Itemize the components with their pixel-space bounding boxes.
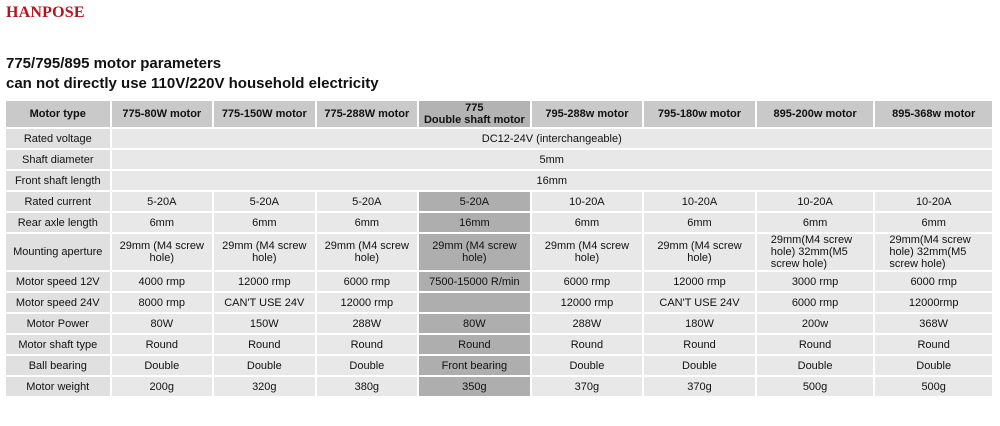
table-cell: 12000 rmp [317, 293, 418, 312]
header-label: Motor type [6, 101, 110, 127]
table-row [6, 234, 992, 270]
table-cell: 3000 rmp [757, 272, 874, 291]
header-cell: 895-368w motor [875, 101, 992, 127]
table-cell: Round [875, 335, 992, 354]
row-label: Motor speed 24V [6, 293, 110, 312]
row-label: Motor Power [6, 314, 110, 333]
table-cell: 288W [532, 314, 643, 333]
table-cell: 12000rmp [875, 293, 992, 312]
header-cell: 775-288W motor [317, 101, 418, 127]
table-cell: 29mm (M4 screw hole) [317, 234, 418, 270]
table-row [6, 314, 992, 333]
table-cell: Round [757, 335, 874, 354]
table-cell: 6mm [532, 213, 643, 232]
table-row-spanning [6, 129, 992, 148]
table-cell: Double [644, 356, 755, 375]
brand-logo-text: HANPOSE [6, 4, 85, 21]
table-row [6, 293, 992, 312]
table-cell: 12000 rmp [214, 272, 315, 291]
table-cell: 5-20A [214, 192, 315, 211]
table-cell: 5-20A [317, 192, 418, 211]
row-label: Rated current [6, 192, 110, 211]
row-label: Mounting aperture [6, 234, 110, 270]
table-cell: 6000 rmp [317, 272, 418, 291]
table-cell: 370g [532, 377, 643, 396]
table-cell: 12000 rmp [644, 272, 755, 291]
row-label: Rated voltage [6, 129, 110, 148]
table-cell: 12000 rmp [532, 293, 643, 312]
table-cell: 6000 rmp [757, 293, 874, 312]
table-cell: 6000 rmp [532, 272, 643, 291]
table-cell: 29mm (M4 screw hole) [214, 234, 315, 270]
table-cell: 29mm (M4 screw hole) [112, 234, 213, 270]
table-cell: 5-20A [112, 192, 213, 211]
table-cell: 29mm (M4 screw hole) [532, 234, 643, 270]
table-cell: Round [532, 335, 643, 354]
header-cell: 775-80W motor [112, 101, 213, 127]
row-label: Motor shaft type [6, 335, 110, 354]
table-cell: Front bearing [419, 356, 530, 375]
header-line: 775 [465, 102, 484, 114]
table-row [6, 213, 992, 232]
table-cell: 29mm (M4 screw hole) [644, 234, 755, 270]
table-cell: Round [112, 335, 213, 354]
table-cell: 8000 rmp [112, 293, 213, 312]
table-row-spanning [6, 171, 992, 190]
table-cell: 288W [317, 314, 418, 333]
table-cell: 6mm [317, 213, 418, 232]
table-cell: Round [644, 335, 755, 354]
table-cell: CAN'T USE 24V [644, 293, 755, 312]
table-cell [419, 293, 530, 312]
heading-line-1: 775/795/895 motor parameters [6, 55, 222, 72]
header-cell: 795-288w motor [532, 101, 643, 127]
table-cell: 4000 rmp [112, 272, 213, 291]
table-cell: Double [875, 356, 992, 375]
table-cell: 370g [644, 377, 755, 396]
heading-line-2: can not directly use 110V/220V household electricity [6, 75, 379, 92]
row-label: Motor weight [6, 377, 110, 396]
table-cell: 29mm(M4 screw hole) 32mm(M5 screw hole) [757, 234, 874, 270]
table-cell: 10-20A [875, 192, 992, 211]
row-label: Shaft diameter [6, 150, 110, 169]
table-cell: 10-20A [644, 192, 755, 211]
row-label: Front shaft length [6, 171, 110, 190]
motor-spec-table [4, 99, 994, 398]
table-row [6, 335, 992, 354]
table-row [6, 356, 992, 375]
table-cell: 350g [419, 377, 530, 396]
table-cell: Double [532, 356, 643, 375]
table-cell: 6mm [875, 213, 992, 232]
header-cell: 795-180w motor [644, 101, 755, 127]
spanning-value: DC12-24V (interchangeable) [112, 129, 992, 148]
table-cell: 10-20A [532, 192, 643, 211]
table-cell: 200g [112, 377, 213, 396]
table-row-spanning [6, 150, 992, 169]
table-cell: Round [214, 335, 315, 354]
row-label: Motor speed 12V [6, 272, 110, 291]
header-cell-double-shaft [419, 101, 530, 127]
page-heading [6, 54, 379, 94]
table-cell: 6mm [112, 213, 213, 232]
table-row [6, 377, 992, 396]
table-cell: 6mm [644, 213, 755, 232]
table-cell: 80W [112, 314, 213, 333]
row-label: Ball bearing [6, 356, 110, 375]
table-cell: Double [757, 356, 874, 375]
table-cell: 16mm [419, 213, 530, 232]
header-cell: 775-150W motor [214, 101, 315, 127]
spanning-value: 5mm [112, 150, 992, 169]
table-cell: 500g [875, 377, 992, 396]
table-cell: 200w [757, 314, 874, 333]
table-row [6, 272, 992, 291]
table-row [6, 192, 992, 211]
table-cell: 500g [757, 377, 874, 396]
table-cell: 29mm(M4 screw hole) 32mm(M5 screw hole) [875, 234, 992, 270]
header-line: Double shaft motor [423, 114, 525, 126]
table-cell: 80W [419, 314, 530, 333]
table-header-row [6, 101, 992, 127]
table-cell: 6mm [757, 213, 874, 232]
table-cell: 150W [214, 314, 315, 333]
row-label: Rear axle length [6, 213, 110, 232]
table-cell: 380g [317, 377, 418, 396]
table-cell: 368W [875, 314, 992, 333]
table-cell: 180W [644, 314, 755, 333]
table-cell: 6000 rmp [875, 272, 992, 291]
table-cell: CAN'T USE 24V [214, 293, 315, 312]
table-cell: 10-20A [757, 192, 874, 211]
header-cell: 895-200w motor [757, 101, 874, 127]
table-cell: Round [317, 335, 418, 354]
table-cell: Double [214, 356, 315, 375]
table-cell: Round [419, 335, 530, 354]
table-cell: Double [317, 356, 418, 375]
table-cell: 29mm (M4 screw hole) [419, 234, 530, 270]
table-cell: 5-20A [419, 192, 530, 211]
spanning-value: 16mm [112, 171, 992, 190]
table-cell: 320g [214, 377, 315, 396]
table-cell: 7500-15000 R/min [419, 272, 530, 291]
table-cell: 6mm [214, 213, 315, 232]
table-cell: Double [112, 356, 213, 375]
